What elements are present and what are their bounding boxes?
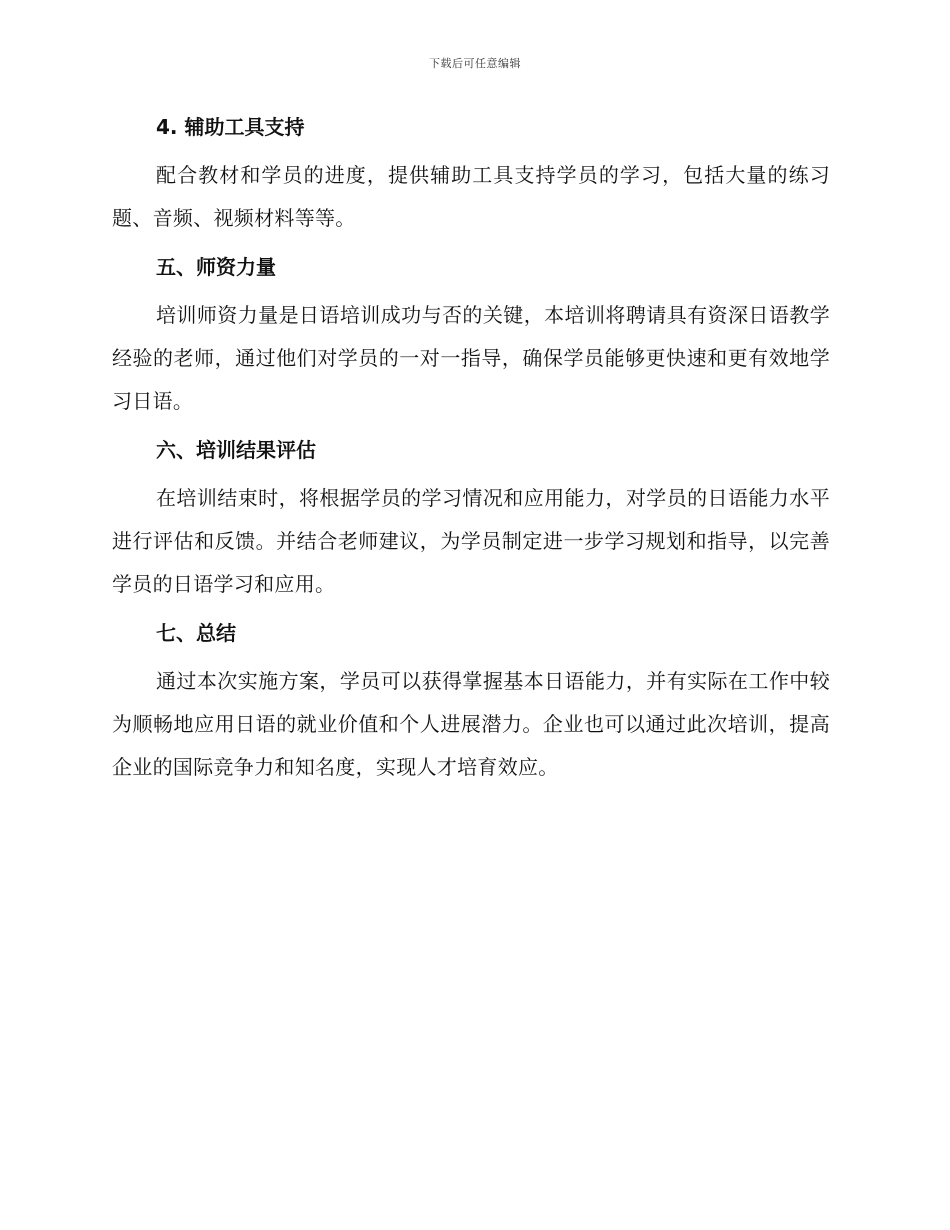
section-paragraph: 通过本次实施方案，学员可以获得掌握基本日语能力，并有实际在工作中较为顺畅地应用日语的就业价值和个人进展潜力。企业也可以通过此次培训，提高企业的国际竞争力和知名度，实现人才培育效应。 — [112, 669, 830, 779]
section-heading: 六、培训结果评估 — [156, 438, 316, 462]
section-paragraph: 配合教材和学员的进度，提供辅助工具支持学员的学习，包括大量的练习题、音频、视频材料等等。 — [112, 163, 830, 230]
section-teaching-staff — [112, 252, 830, 435]
section-summary — [112, 618, 830, 789]
section-evaluation — [112, 435, 830, 618]
section-auxiliary-tools — [112, 112, 830, 252]
document-body — [112, 112, 830, 789]
section-heading: 七、总结 — [156, 621, 236, 645]
section-heading: 4. 辅助工具支持 — [156, 115, 305, 139]
section-paragraph: 培训师资力量是日语培训成功与否的关键，本培训将聘请具有资深日语教学经验的老师，通过他们对学员的一对一指导，确保学员能够更快速和更有效地学习日语。 — [112, 303, 830, 413]
section-heading: 五、师资力量 — [156, 255, 276, 279]
page-header: 下载后可任意编辑 — [429, 57, 521, 70]
section-paragraph: 在培训结束时，将根据学员的学习情况和应用能力，对学员的日语能力水平进行评估和反馈。并结合老师建议，为学员制定进一步学习规划和指导，以完善学员的日语学习和应用。 — [112, 486, 830, 596]
